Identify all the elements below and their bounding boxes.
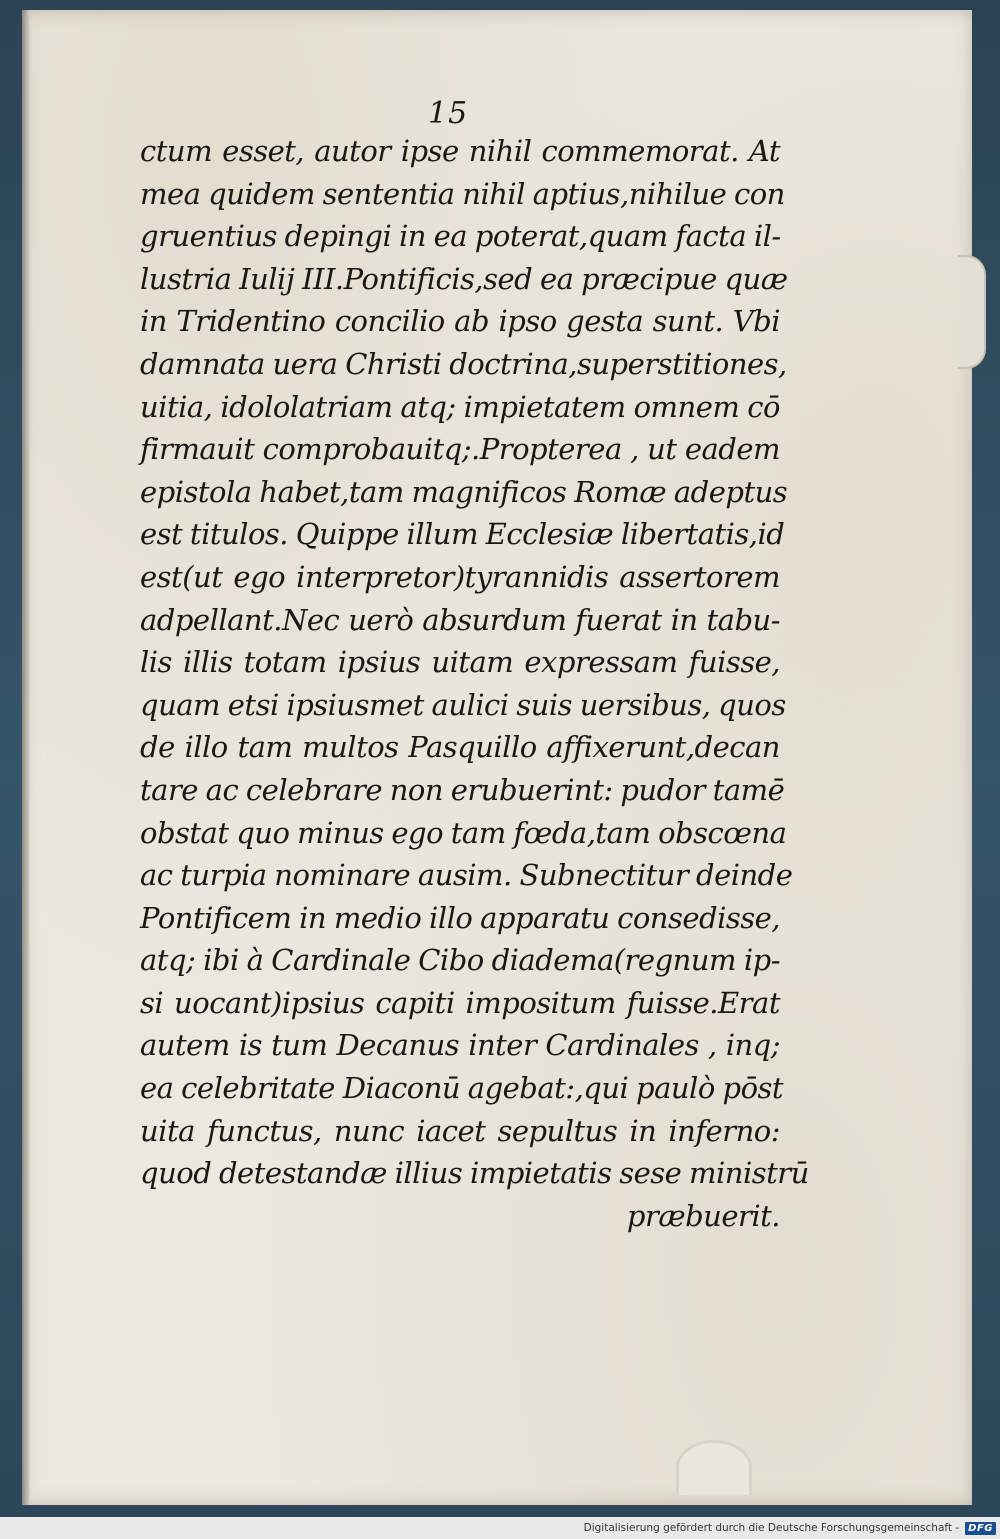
text-line: ctum esset, autor ipse nihil commemorat. At bbox=[140, 134, 780, 168]
catchword-line: præbuerit. bbox=[626, 1198, 780, 1233]
text-line: ac turpia nominare ausim. Subnectitur deinde bbox=[140, 858, 793, 893]
body-text bbox=[140, 130, 809, 1237]
text-line: autem is tum Decanus inter Cardinales , inq; bbox=[140, 1028, 780, 1063]
text-line: lis illis totam ipsius uitam expressam fuisse, bbox=[140, 645, 780, 680]
text-line: est titulos. Quippe illum Ecclesiæ libertatis,id bbox=[140, 517, 785, 552]
digitization-footer bbox=[0, 1517, 1000, 1539]
text-line: est(ut ego interpretor)tyrannidis assertorem bbox=[140, 559, 780, 594]
text-line: adpellant.Nec uerò absurdum fuerat in tabu- bbox=[140, 602, 780, 637]
text-line: gruentius depingi in ea poterat,quam facta il- bbox=[140, 219, 781, 254]
text-line: obstat quo minus ego tam fœda,tam obscœna bbox=[140, 815, 787, 850]
text-line: de illo tam multos Pasquillo affixerunt,decan bbox=[140, 730, 780, 765]
text-line: si uocant)ipsius capiti impositum fuisse.Erat bbox=[140, 985, 780, 1020]
text-line: lustria Iulij III.Pontificis,sed ea præcipue quæ bbox=[140, 261, 788, 296]
text-line: quod detestandæ illius impietatis sese ministrū bbox=[140, 1156, 809, 1191]
text-line: uitia, idololatriam atq; impietatem omnem cō bbox=[140, 389, 780, 424]
text-line: quam etsi ipsiusmet aulici suis uersibus, quos bbox=[140, 687, 786, 722]
text-line: mea quidem sententia nihil aptius,nihilue con bbox=[140, 176, 785, 211]
page-tab-decoration bbox=[958, 255, 986, 369]
funding-notice: Digitalisierung gefördert durch die Deutsche Forschungsgemeinschaft - bbox=[583, 1522, 960, 1534]
text-line: firmauit comprobauitq;.Propterea , ut eadem bbox=[140, 432, 780, 467]
text-line: tare ac celebrare non erubuerint: pudor tamē bbox=[140, 772, 785, 807]
text-line: Pontificem in medio illo apparatu consedisse, bbox=[140, 900, 780, 935]
page-binding-edge bbox=[22, 10, 30, 1505]
text-line: epistola habet,tam magnificos Romæ adeptus bbox=[140, 474, 788, 509]
text-line: in Tridentino concilio ab ipso gesta sunt. Vbi bbox=[140, 304, 780, 339]
text-line: damnata uera Christi doctrina,superstitiones, bbox=[140, 346, 787, 381]
text-line: atq; ibi à Cardinale Cibo diadema(regnum ip- bbox=[140, 943, 780, 978]
dfg-logo-icon: DFG bbox=[965, 1522, 996, 1535]
text-line: uita functus, nunc iacet sepultus in inferno: bbox=[140, 1113, 780, 1148]
page-number: 15 bbox=[428, 96, 469, 131]
page-clip-decoration bbox=[676, 1440, 752, 1495]
text-line: ea celebritate Diaconū agebat:,qui paulò pōst bbox=[140, 1071, 784, 1106]
